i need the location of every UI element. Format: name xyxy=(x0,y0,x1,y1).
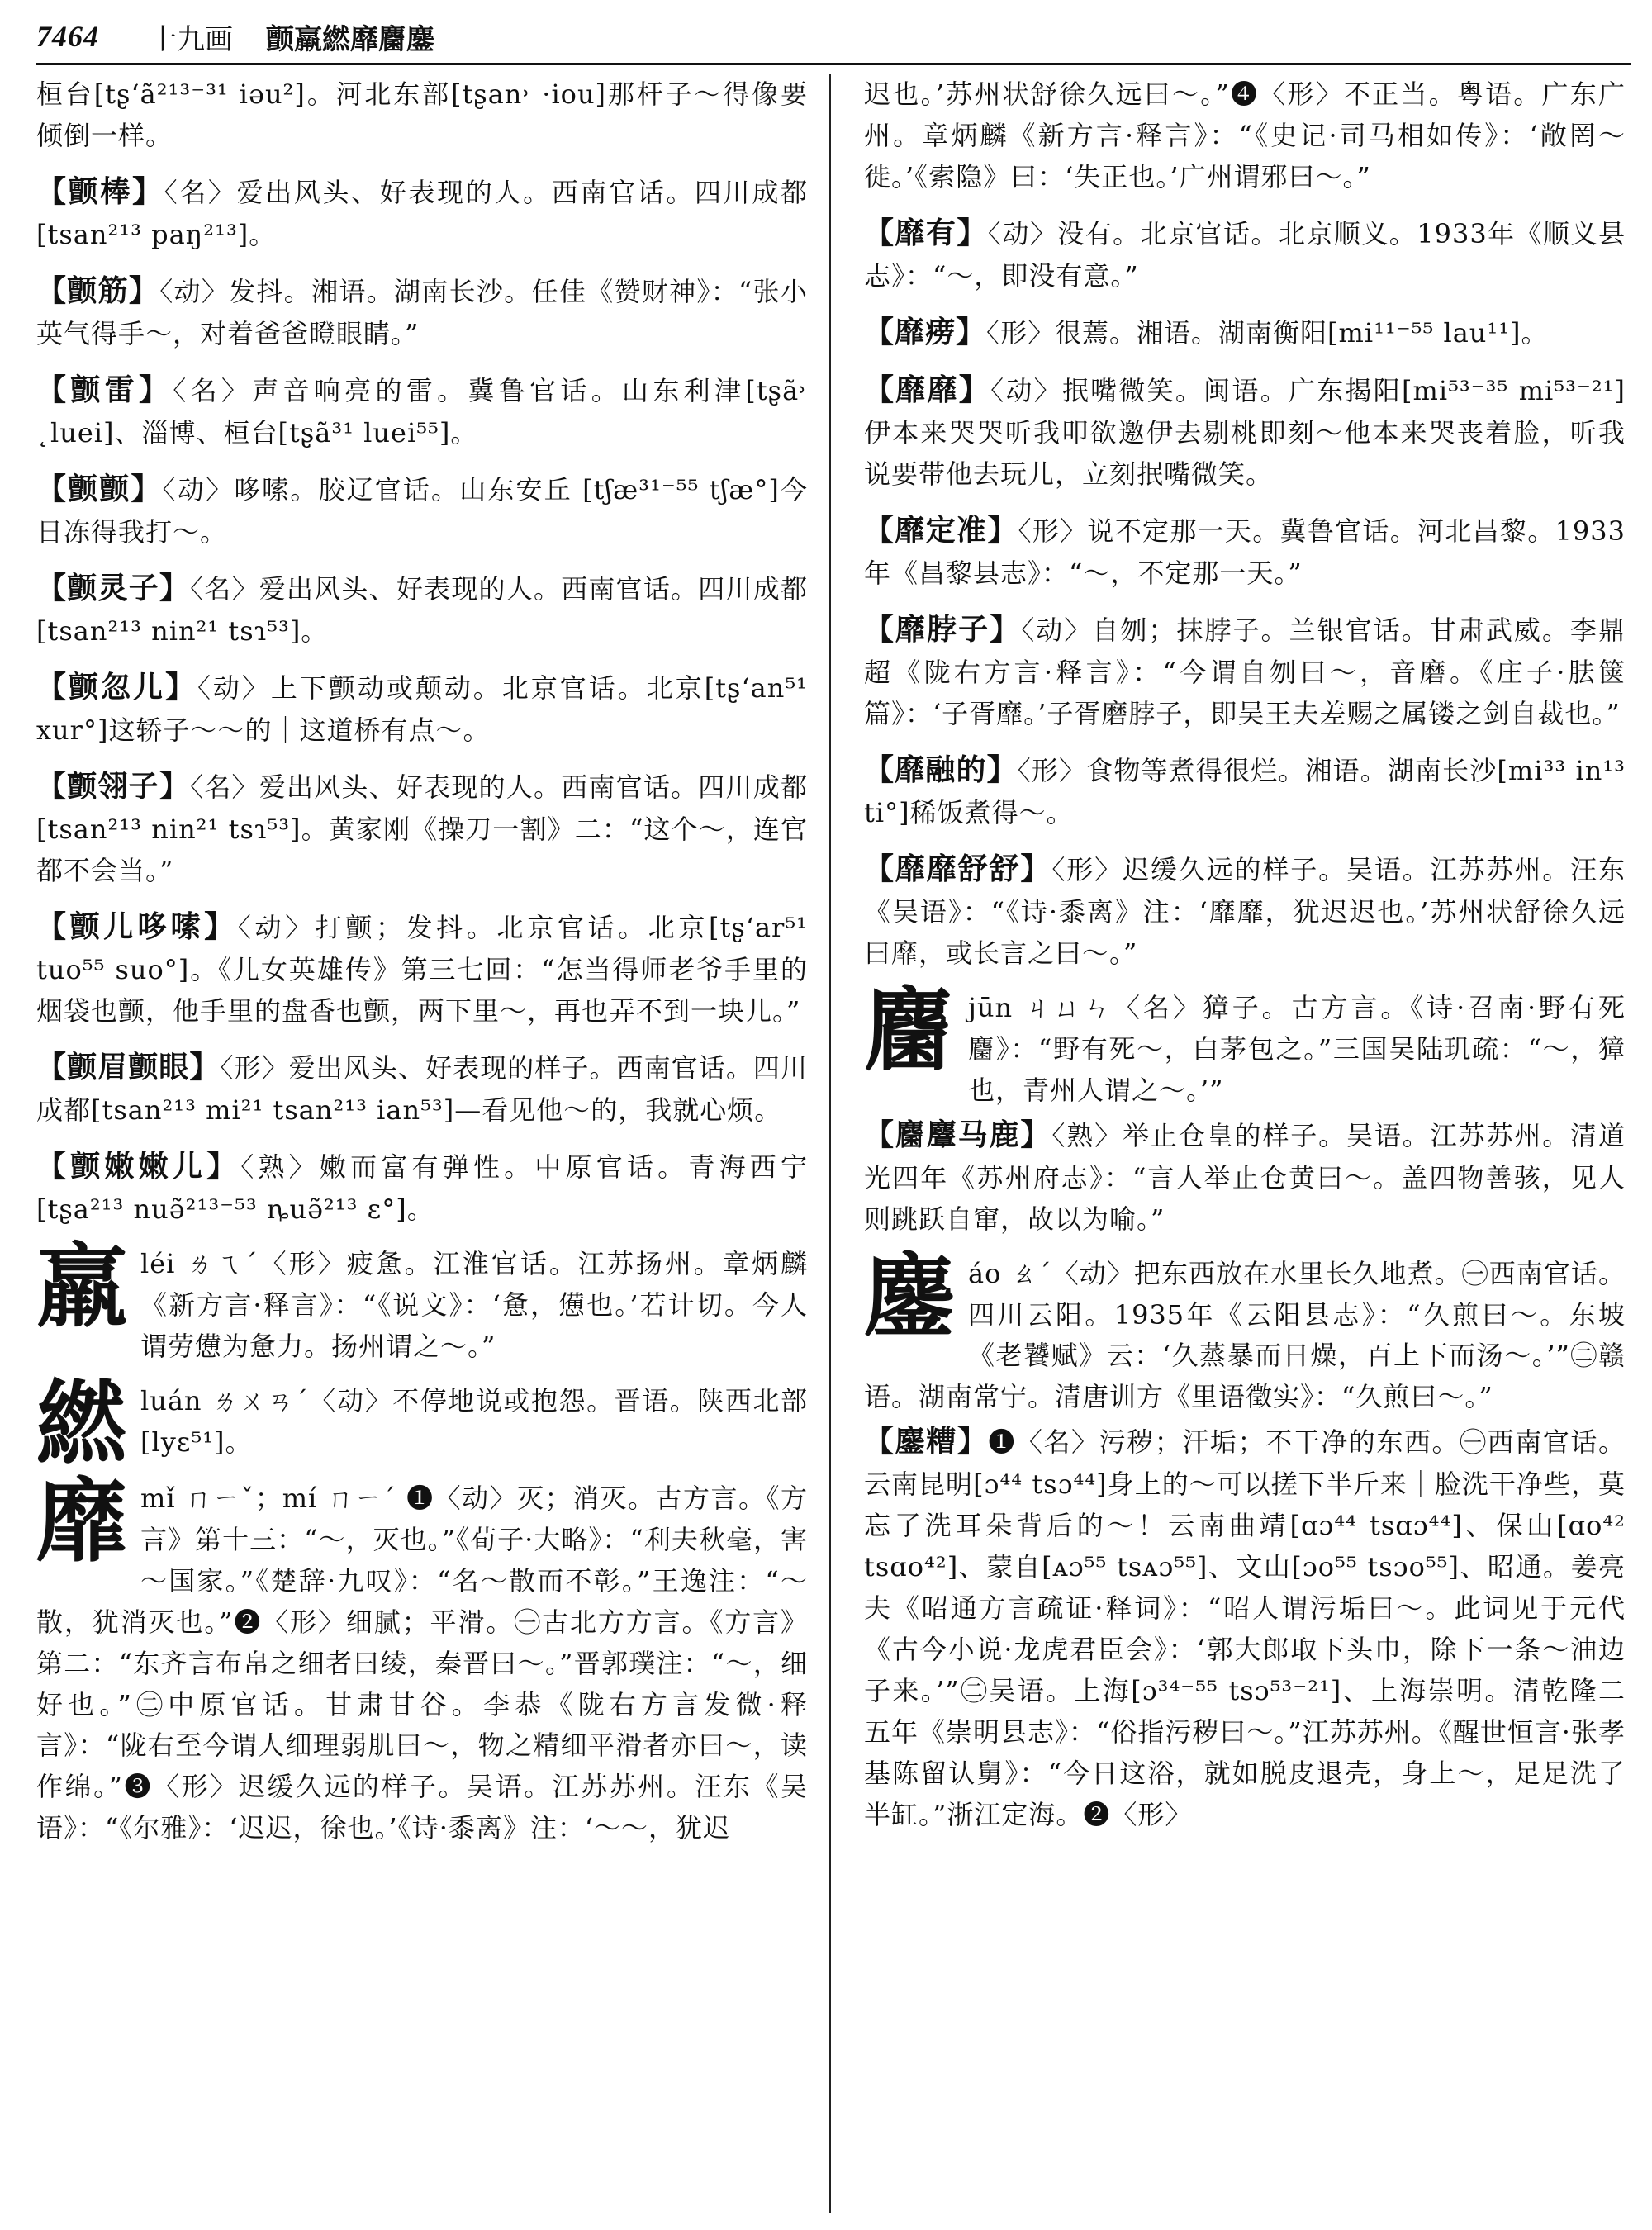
left-column xyxy=(36,74,831,2213)
dictionary-entry xyxy=(36,466,808,553)
entry-headword: 【颤灵子】 xyxy=(36,571,191,606)
entry-definition: 〈名〉爱出风头、好表现的人。西南官话。四川成都[tsan²¹³ nin²¹ tsɿ⁵³]。黄家刚《操刀一割》二：“这个～，连官都不会当。” xyxy=(36,771,808,887)
dictionary-entry xyxy=(36,367,808,454)
entry-headword: 【鏖糟】 xyxy=(864,1424,989,1459)
entry-definition: 〈形〉很蔫。湘语。湖南衡阳[mi¹¹⁻⁵⁵ lau¹¹]。 xyxy=(986,316,1549,349)
page-header xyxy=(36,10,1631,65)
head-character: 鏖 xyxy=(864,1242,955,1350)
entry-headword: 【麕麞马鹿】 xyxy=(864,1117,1052,1152)
entry-definition: 〈形〉食物等煮得很烂。湘语。湖南长沙[mi³³ in¹³ ti°]稀饭煮得～。 xyxy=(864,754,1626,829)
dictionary-entry xyxy=(864,210,1626,297)
entry-headword: 【靡融的】 xyxy=(864,752,1018,787)
head-character: 麕 xyxy=(864,976,955,1084)
entry-headword: 【靡靡】 xyxy=(864,372,991,407)
entry-definition: 〈形〉说不定那一天。冀鲁官话。河北昌黎。1933年《昌黎县志》：“～，不定那一天。” xyxy=(864,515,1626,590)
dictionary-entry xyxy=(36,904,808,1032)
entry-headword: 【颤棒】 xyxy=(36,173,164,209)
character-entry xyxy=(864,976,1626,1112)
character-definition: áo ㄠˊ〈动〉把东西放在水里长久地煮。㊀西南官话。四川云阳。1935年《云阳县志》：“久煎曰～。东坡《老饕赋》云：‘久蒸暴而日燥，百上下而汤～。’”㊁赣语。湖南常宁。清唐训方《里语徵实》：“久煎曰～。” xyxy=(864,1257,1626,1413)
entry-definition: ❶〈名〉污秽；汗垢；不干净的东西。㊀西南官话。云南昆明[ɔ⁴⁴ tsɔ⁴⁴]身上的～可以搓下半斤来｜脸洗干净些，莫忘了洗耳朵背后的～！云南曲靖[ɑɔ⁴⁴ tsɑɔ⁴⁴]、保山[ɑo⁴² tsɑo⁴²]、蒙自[ᴀɔ⁵⁵ tsᴀɔ⁵⁵]、文山[ɔo⁵⁵ tsɔo⁵⁵]、昭通。姜亮夫《昭通方言疏证·释词》：“昭人谓污垢曰～。此词见于元代《古今小说·龙虎君臣会》：‘郭大郎取下头巾，除下一条～油边子来。’”㊁吴语。上海[ɔ³⁴⁻⁵⁵ tsɔ⁵³⁻²¹]、上海崇明。清乾隆二五年《崇明县志》：“俗指污秽曰～。”江苏苏州。《醒世恒言·张孝基陈留认舅》：“今日这浴，就如脱皮退壳，身上～，足足洗了半缸。”浙江定海。❷〈形〉 xyxy=(864,1426,1626,1830)
dictionary-columns xyxy=(36,74,1631,2213)
dictionary-entry xyxy=(864,367,1626,496)
character-entry xyxy=(36,1369,808,1477)
entry-headword: 【颤颤】 xyxy=(36,472,163,506)
running-head-chars: 颤羸繎靡麕鏖 xyxy=(266,22,434,56)
entry-headword: 【靡痨】 xyxy=(864,314,987,349)
head-character: 繎 xyxy=(36,1369,127,1477)
entry-headword: 【颤翎子】 xyxy=(36,769,191,804)
entry-definition: 〈动〉打颤；发抖。北京官话。北京[tʂ‘ar⁵¹ tuo⁵⁵ suo°]。《儿女英雄传》第三七回：“怎当得师老爷手里的烟袋也颤，他手里的盘香也颤，两下里～，再也弄不到一块儿。” xyxy=(36,912,808,1027)
entry-headword: 【靡定准】 xyxy=(864,512,1018,548)
dictionary-entry xyxy=(864,747,1626,834)
entry-definition: 〈动〉抿嘴微笑。闽语。广东揭阳[mi⁵³⁻³⁵ mi⁵³⁻²¹]伊本来哭哭听我叩欲邀伊去剔桃即刻～他本来哭丧着脸，听我说要带他去玩儿，立刻抿嘴微笑。 xyxy=(864,374,1626,490)
entry-headword: 【颤雷】 xyxy=(36,372,173,407)
entry-definition: 〈形〉爱出风头、好表现的样子。西南官话。四川成都[tsan²¹³ mi²¹ tsan²¹³ ian⁵³]—看见他～的，我就心烦。 xyxy=(36,1052,808,1127)
dictionary-entry xyxy=(36,1044,808,1132)
entry-definition: 〈动〉哆嗦。胶辽官话。山东安丘 [tʃæ³¹⁻⁵⁵ tʃæ°]今日冻得我打～。 xyxy=(36,474,808,548)
character-definition: luán ㄌㄨㄢˊ〈动〉不停地说或抱怨。晋语。陕西北部[lyɛ⁵¹]。 xyxy=(140,1384,808,1458)
entry-headword: 【靡靡舒舒】 xyxy=(864,852,1052,886)
entry-definition: 〈熟〉举止仓皇的样子。吴语。江苏苏州。清道光四年《苏州府志》：“言人举止仓黄曰～。盖四物善骇，见人则跳跃自窜，故以为喻。” xyxy=(864,1119,1626,1235)
entry-definition: 〈动〉自刎；抹脖子。兰银官话。甘肃武威。李鼎超《陇右方言·释言》：“今谓自刎曰～，音磨。《庄子·胠箧篇》：‘子胥靡。’子胥磨脖子，即吴王夫差赐之属镂之剑自裁也。” xyxy=(864,614,1626,730)
dictionary-entry xyxy=(864,507,1626,595)
dictionary-entry xyxy=(864,846,1626,975)
continued-text: 迟也。’苏州状舒徐久远曰～。”❹〈形〉不正当。粤语。广东广州。章炳麟《新方言·释言》：“《史记·司马相如传》：‘敞罔～徙。’《索隐》曰：‘失正也。’广州谓邪曰～。” xyxy=(864,78,1626,192)
head-character: 靡 xyxy=(36,1467,127,1574)
entry-headword: 【靡脖子】 xyxy=(864,611,1022,647)
character-definition: léi ㄌㄟˊ〈形〉疲惫。江淮官话。江苏扬州。章炳麟《新方言·释言》：“《说文》：‘惫，憊也。’若计切。今人谓劳憊为惫力。扬州谓之～。” xyxy=(140,1248,808,1363)
entry-headword: 【靡有】 xyxy=(864,215,988,250)
dictionary-entry xyxy=(864,309,1626,355)
continued-text: 桓台[tʂ‘ã²¹³⁻³¹ iəu²]。河北东部[tʂan˒ ·iou]那杆子～得像要倾倒一样。 xyxy=(36,78,808,151)
character-entry xyxy=(864,1242,1626,1419)
entry-headword: 【颤筋】 xyxy=(36,273,160,308)
entry-headword: 【颤儿哆嗦】 xyxy=(36,909,238,945)
entry-headword: 【颤嫩嫩儿】 xyxy=(36,1149,241,1184)
dictionary-entry xyxy=(864,606,1626,735)
dictionary-entry xyxy=(864,1418,1626,1835)
character-definition: jūn ㄐㄩㄣ〈名〉獐子。古方言。《诗·召南·野有死麕》：“野有死～，白茅包之。”三国吴陆玑疏：“～，獐也，青州人谓之～。’” xyxy=(968,991,1626,1106)
dictionary-entry xyxy=(36,763,808,892)
character-definition: mǐ ㄇㄧˇ；mí ㄇㄧˊ ❶〈动〉灭；消灭。古方言。《方言》第十三：“～，灭也。”《荀子·大略》：“利夫秋毫，害～国家。”《楚辞·九叹》：“名～散而不彰。”王逸注：“～散，犹消灭也。”❷〈形〉细腻；平滑。㊀古北方方言。《方言》第二：“东齐言布帛之细者曰绫，秦晋曰～。”晋郭璞注：“～，细好也。”㊁中原官话。甘肃甘谷。李恭《陇右方言发微·释言》：“陇右至今谓人细理弱肌曰～，物之精细平滑者亦曰～，读作绵。”❸〈形〉迟缓久远的样子。吴语。江苏苏州。汪东《吴语》：“《尔雅》：‘迟迟，徐也。’《诗·黍离》注：‘～～，犹迟 xyxy=(36,1482,808,1844)
dictionary-entry xyxy=(36,565,808,652)
right-column xyxy=(831,74,1626,2213)
entry-headword: 【颤眉颤眼】 xyxy=(36,1050,221,1085)
dictionary-entry xyxy=(36,168,808,256)
stroke-count-label: 十九画 xyxy=(149,22,233,56)
entry-headword: 【颤忽儿】 xyxy=(36,670,197,705)
entry-definition: 〈熟〉嫩而富有弹性。中原官话。青海西宁[tʂa²¹³ nuə̃²¹³⁻⁵³ ȵuə̃²¹³ ɛ°]。 xyxy=(36,1151,808,1226)
entry-definition: 〈动〉没有。北京官话。北京顺义。1933年《顺义县志》：“～，即没有意。” xyxy=(864,217,1626,292)
entry-definition: 〈动〉上下颤动或颠动。北京官话。北京[tʂ‘an⁵¹ xur°]这轿子～～的｜这道桥有点～。 xyxy=(36,672,808,747)
head-character: 羸 xyxy=(36,1233,127,1340)
entry-definition: 〈名〉爱出风头、好表现的人。西南官话。四川成都[tsan²¹³ nin²¹ tsɿ⁵³]。 xyxy=(36,573,808,648)
dictionary-entry xyxy=(36,1143,808,1231)
entry-definition: 〈名〉声音响亮的雷。冀鲁官话。山东利津[tʂã˒ ˛luei]、淄博、桓台[tʂã³¹ luei⁵⁵]。 xyxy=(36,374,808,449)
page-number: 7464 xyxy=(36,20,99,53)
character-entry xyxy=(36,1233,808,1368)
entry-definition: 〈形〉迟缓久远的样子。吴语。江苏苏州。汪东《吴语》：“《诗·黍离》注：‘靡靡，犹迟迟也。’苏州状舒徐久远曰靡，或长言之曰～。” xyxy=(864,854,1626,970)
entry-definition: 〈名〉爱出风头、好表现的人。西南官话。四川成都[tsan²¹³ paŋ²¹³]。 xyxy=(36,176,808,250)
dictionary-entry xyxy=(864,1112,1626,1241)
dictionary-entry xyxy=(36,268,808,355)
entry-definition: 〈动〉发抖。湘语。湖南长沙。任佳《赞财神》：“张小英气得手～，对着爸爸瞪眼睛。” xyxy=(36,275,808,350)
character-entry xyxy=(36,1467,808,1849)
dictionary-entry xyxy=(36,664,808,752)
